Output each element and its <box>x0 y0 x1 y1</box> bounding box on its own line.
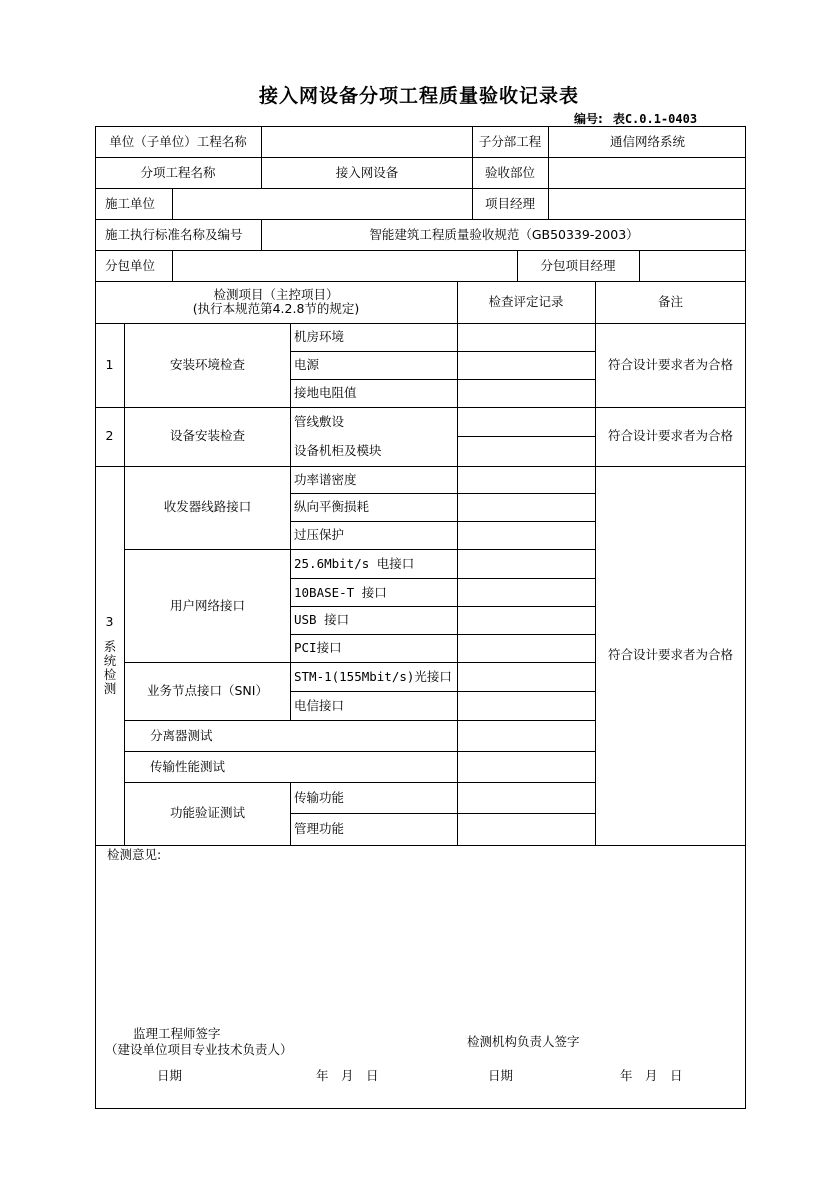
group-transceiver-item-3: 过压保护 <box>294 527 345 542</box>
remarks-header: 备注 <box>657 294 683 309</box>
opinion-label: 检测意见: <box>107 847 162 862</box>
inspector-date-ymd: 年 月 日 <box>620 1068 683 1083</box>
sub-division-label: 子分部工程 <box>478 134 542 149</box>
group-sni-name: 业务节点接口（SNI） <box>147 683 268 698</box>
group-sni-item-1: STM-1(155Mbit/s)光接口 <box>294 669 452 684</box>
section-3-vertical-label: 系统检测 <box>103 639 117 696</box>
section-2-name: 设备安装检查 <box>169 428 245 443</box>
group-transceiver-item-2: 纵向平衡损耗 <box>294 499 370 514</box>
section-3-no: 3 <box>105 614 114 629</box>
items-header-line1: 检测项目（主控项目） <box>213 287 339 302</box>
form-frame <box>95 126 746 1109</box>
group-user-network-name: 用户网络接口 <box>169 598 245 613</box>
subcontractor-label: 分包单位 <box>105 258 156 273</box>
sub-item-value[interactable]: 接入网设备 <box>335 165 399 180</box>
group-user-network-item-3: USB 接口 <box>294 612 350 627</box>
acceptance-part-label: 验收部位 <box>484 165 535 180</box>
supervisor-note: （建设单位项目专业技术负责人） <box>105 1042 293 1057</box>
section-2-no: 2 <box>105 428 114 443</box>
sub-item-label: 分项工程名称 <box>140 165 216 180</box>
project-manager-label: 项目经理 <box>484 196 535 211</box>
group-transmission-name: 传输性能测试 <box>150 759 226 774</box>
record-header: 检查评定记录 <box>488 294 564 309</box>
section-1-remark: 符合设计要求者为合格 <box>607 357 733 372</box>
group-transceiver-name: 收发器线路接口 <box>163 499 252 514</box>
group-transceiver-item-1: 功率谱密度 <box>294 472 357 487</box>
section-2-item-2: 设备机柜及模块 <box>294 443 382 458</box>
form-code <box>574 110 697 127</box>
unit-project-label: 单位（子单位）工程名称 <box>109 134 247 149</box>
group-sni-item-2: 电信接口 <box>294 698 345 713</box>
contractor-label: 施工单位 <box>105 196 156 211</box>
group-splitter-name: 分离器测试 <box>150 728 213 743</box>
group-user-network-item-1: 25.6Mbit/s 电接口 <box>294 556 415 571</box>
section-3-remark: 符合设计要求者为合格 <box>607 647 733 662</box>
section-1-no: 1 <box>105 357 114 372</box>
group-user-network-item-2: 10BASE-T 接口 <box>294 585 387 600</box>
standard-label: 施工执行标准名称及编号 <box>105 227 243 242</box>
standard-value[interactable]: 智能建筑工程质量验收规范（GB50339-2003） <box>369 227 639 242</box>
section-1-item-1: 机房环境 <box>294 329 345 344</box>
group-function-item-2: 管理功能 <box>294 821 345 836</box>
section-2-remark: 符合设计要求者为合格 <box>607 428 733 443</box>
form-code-label: 编号: <box>574 112 603 126</box>
section-1-item-3: 接地电阻值 <box>294 385 357 400</box>
supervisor-label: 监理工程师签字 <box>133 1026 221 1041</box>
supervisor-date-label: 日期 <box>157 1068 183 1083</box>
section-1-item-2: 电源 <box>294 357 320 372</box>
group-function-name: 功能验证测试 <box>169 805 245 820</box>
section-1-name: 安装环境检查 <box>169 357 245 372</box>
inspector-date-label: 日期 <box>488 1068 514 1083</box>
sub-division-value[interactable]: 通信网络系统 <box>609 134 685 149</box>
page-title: 接入网设备分项工程质量验收记录表 <box>258 85 579 107</box>
sub-pm-label: 分包项目经理 <box>540 258 616 273</box>
inspector-label: 检测机构负责人签字 <box>467 1034 580 1049</box>
group-user-network-item-4: PCI接口 <box>294 640 342 655</box>
form-code-value: 表C.0.1-0403 <box>612 112 698 126</box>
supervisor-date-ymd: 年 月 日 <box>316 1068 379 1083</box>
group-function-item-1: 传输功能 <box>294 790 345 805</box>
section-2-item-1: 管线敷设 <box>294 414 345 429</box>
items-header-line2: (执行本规范第4.2.8节的规定) <box>192 301 360 316</box>
